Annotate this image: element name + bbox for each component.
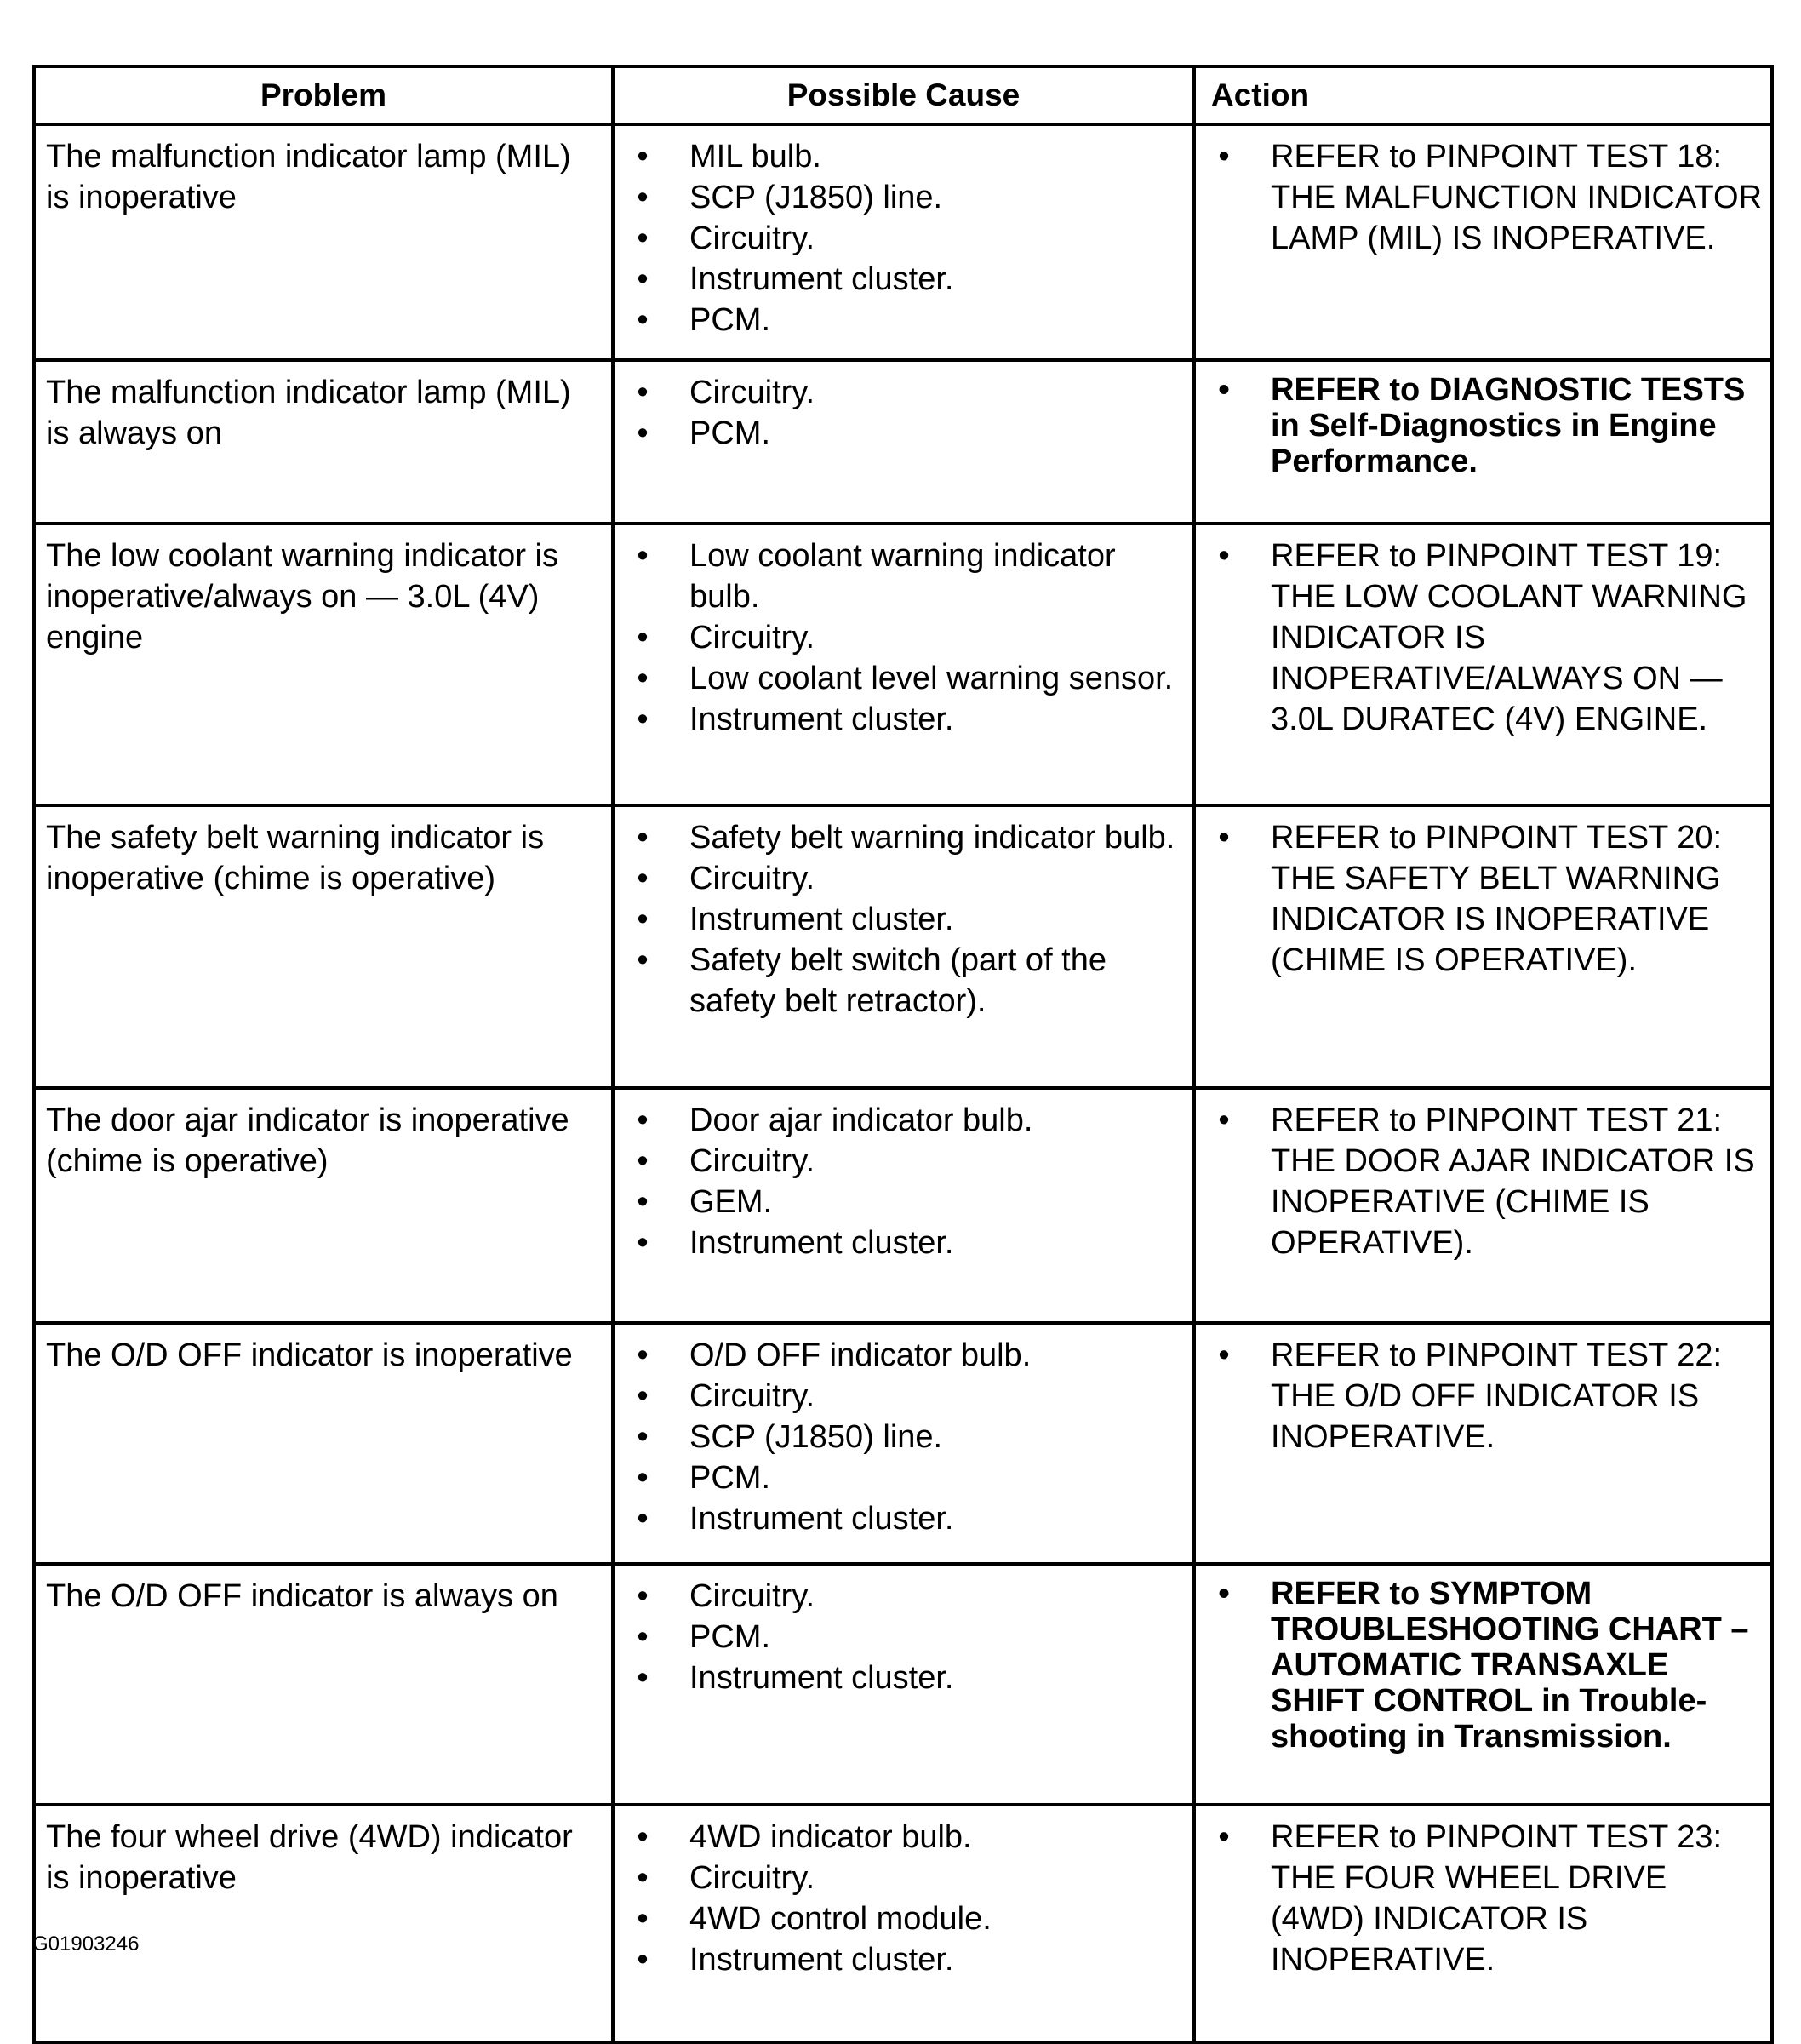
cause-item: • Circuitry. <box>615 1858 1186 1898</box>
problem-cell: The O/D OFF indicator is always on <box>34 1564 613 1805</box>
cause-item: • PCM. <box>615 300 1186 341</box>
bullet-icon: • <box>637 1942 649 1978</box>
action-cell <box>1194 524 1772 805</box>
bullet-icon: • <box>1218 1102 1230 1138</box>
header-action: Action <box>1194 66 1772 124</box>
cause-item: • Circuitry. <box>615 1376 1186 1417</box>
bullet-icon: • <box>637 1184 649 1220</box>
action-text: REFER to PINPOINT TEST 23: THE FOUR WHEEL DRIVE (4WD) INDICATOR IS INOPERATIVE. <box>1271 1819 1723 1978</box>
cause-item: • Low coolant warning indicator bulb. <box>615 535 1186 617</box>
cause-item: • 4WD control module. <box>615 1898 1186 1939</box>
bullet-icon: • <box>637 415 649 451</box>
cause-item: • Low coolant level warning sensor. <box>615 658 1186 699</box>
cause-item: • Safety belt warning indicator bulb. <box>615 817 1186 858</box>
cause-item: • Circuitry. <box>615 1141 1186 1182</box>
table-row <box>34 1564 1772 1805</box>
action-cell <box>1194 124 1772 360</box>
cause-cell <box>613 524 1194 805</box>
bullet-icon: • <box>637 820 649 856</box>
bullet-icon: • <box>637 661 649 696</box>
cause-item: • Instrument cluster. <box>615 1939 1186 1980</box>
problem-cell: The low coolant warning indicator is inoperative/always on — 3.0L (4V) engine <box>34 524 613 805</box>
cause-item: • Circuitry. <box>615 858 1186 899</box>
cause-item: • Circuitry. <box>615 617 1186 658</box>
figure-id: G01903246 <box>32 1932 140 1955</box>
action-cell <box>1194 1564 1772 1805</box>
bullet-icon: • <box>637 1143 649 1179</box>
cause-list <box>615 525 1192 747</box>
bullet-icon: • <box>1218 1819 1230 1855</box>
bullet-icon: • <box>637 1578 649 1614</box>
bullet-icon: • <box>1218 820 1230 856</box>
cause-cell <box>613 124 1194 360</box>
cause-list <box>615 807 1192 1028</box>
table-row <box>34 1088 1772 1323</box>
bullet-icon: • <box>637 180 649 215</box>
action-text: REFER to DIAGNOSTIC TESTS in Self-Diagnostics in Engine Performance. <box>1271 372 1746 479</box>
bullet-icon: • <box>637 1860 649 1896</box>
header-row <box>34 66 1772 124</box>
problem-cell: The door ajar indicator is inoperative (chime is operative) <box>34 1088 613 1323</box>
action-cell <box>1194 360 1772 524</box>
bullet-icon: • <box>637 220 649 256</box>
problem-cell: The four wheel drive (4WD) indicator is inoperative <box>34 1805 613 2042</box>
cause-cell <box>613 1564 1194 1805</box>
bullet-icon: • <box>637 1901 649 1937</box>
bullet-icon: • <box>1218 372 1230 408</box>
bullet-icon: • <box>1218 538 1230 574</box>
bullet-icon: • <box>1218 139 1230 175</box>
action-text: REFER to PINPOINT TEST 19: THE LOW COOLANT WARNING INDICATOR IS INOPERATIVE/ALWAYS ON — 3.0L DURATEC (4V) ENGINE. <box>1271 538 1747 737</box>
table-row <box>34 1805 1772 2042</box>
bullet-icon: • <box>637 620 649 656</box>
bullet-icon: • <box>637 1619 649 1655</box>
bullet-icon: • <box>637 1460 649 1496</box>
cause-item: • SCP (J1850) line. <box>615 177 1186 218</box>
cause-list <box>615 1566 1192 1705</box>
bullet-icon: • <box>637 1501 649 1537</box>
cause-list <box>615 1090 1192 1270</box>
table-row <box>34 524 1772 805</box>
problem-cell: The O/D OFF indicator is inoperative <box>34 1323 613 1564</box>
cause-item: • Circuitry. <box>615 218 1186 259</box>
action-cell <box>1194 1805 1772 2042</box>
cause-cell <box>613 1323 1194 1564</box>
action-text: REFER to PINPOINT TEST 18: THE MALFUNCTION INDICATOR LAMP (MIL) IS INOPERATIVE. <box>1271 139 1763 256</box>
symptom-chart-table <box>32 65 1774 2044</box>
cause-list <box>615 126 1192 347</box>
table-row <box>34 360 1772 524</box>
bullet-icon: • <box>637 302 649 338</box>
action-cell <box>1194 1323 1772 1564</box>
cause-cell <box>613 805 1194 1088</box>
cause-item: • O/D OFF indicator bulb. <box>615 1335 1186 1376</box>
problem-cell: The safety belt warning indicator is inoperative (chime is operative) <box>34 805 613 1088</box>
cause-item: • Safety belt switch (part of the safety belt retractor). <box>615 940 1186 1022</box>
bullet-icon: • <box>637 1102 649 1138</box>
cause-item: • Instrument cluster. <box>615 1658 1186 1698</box>
action-cell <box>1194 1088 1772 1323</box>
bullet-icon: • <box>637 261 649 297</box>
cause-list <box>615 1806 1192 1987</box>
cause-item: • PCM. <box>615 1457 1186 1498</box>
cause-item: • MIL bulb. <box>615 136 1186 177</box>
bullet-icon: • <box>637 701 649 737</box>
cause-item: • Circuitry. <box>615 1576 1186 1617</box>
table-row <box>34 805 1772 1088</box>
bullet-icon: • <box>1218 1576 1230 1612</box>
header-possible-cause: Possible Cause <box>613 66 1194 124</box>
bullet-icon: • <box>637 902 649 937</box>
cause-item: • SCP (J1850) line. <box>615 1417 1186 1457</box>
bullet-icon: • <box>637 1419 649 1455</box>
cause-item: • Door ajar indicator bulb. <box>615 1100 1186 1141</box>
bullet-icon: • <box>637 538 649 574</box>
header-problem: Problem <box>34 66 613 124</box>
bullet-icon: • <box>637 375 649 410</box>
action-text: REFER to PINPOINT TEST 22: THE O/D OFF INDICATOR IS INOPERATIVE. <box>1271 1337 1723 1455</box>
bullet-icon: • <box>637 942 649 978</box>
cause-item: • PCM. <box>615 1617 1186 1658</box>
bullet-icon: • <box>637 1819 649 1855</box>
cause-cell <box>613 1805 1194 2042</box>
bullet-icon: • <box>637 139 649 175</box>
cause-list <box>615 362 1192 461</box>
cause-cell <box>613 1088 1194 1323</box>
cause-list <box>615 1325 1192 1546</box>
action-text: REFER to PINPOINT TEST 21: THE DOOR AJAR INDICATOR IS INOPERATIVE (CHIME IS OPERATIVE). <box>1271 1102 1755 1261</box>
bullet-icon: • <box>637 1378 649 1414</box>
problem-cell: The malfunction indicator lamp (MIL) is inoperative <box>34 124 613 360</box>
cause-item: • Instrument cluster. <box>615 899 1186 940</box>
bullet-icon: • <box>1218 1337 1230 1373</box>
cause-item: • Instrument cluster. <box>615 1498 1186 1539</box>
cause-item: • Circuitry. <box>615 372 1186 413</box>
cause-item: • Instrument cluster. <box>615 259 1186 300</box>
cause-cell <box>613 360 1194 524</box>
action-cell <box>1194 805 1772 1088</box>
action-text: REFER to PINPOINT TEST 20: THE SAFETY BELT WARNING INDICATOR IS INOPERATIVE (CHIME IS OPERATIVE). <box>1271 820 1723 978</box>
bullet-icon: • <box>637 1337 649 1373</box>
bullet-icon: • <box>637 861 649 896</box>
cause-item: • Instrument cluster. <box>615 1222 1186 1263</box>
cause-item: • 4WD indicator bulb. <box>615 1817 1186 1858</box>
action-text: REFER to SYMPTOM TROUBLESHOOTING CHART – AUTOMATIC TRANSAXLE SHIFT CONTROL in Trouble-shooting in Transmission. <box>1271 1576 1749 1755</box>
bullet-icon: • <box>637 1225 649 1261</box>
problem-cell: The malfunction indicator lamp (MIL) is always on <box>34 360 613 524</box>
table-row <box>34 1323 1772 1564</box>
cause-item: • GEM. <box>615 1182 1186 1222</box>
cause-item: • PCM. <box>615 413 1186 454</box>
bullet-icon: • <box>637 1660 649 1696</box>
table-row <box>34 124 1772 360</box>
cause-item: • Instrument cluster. <box>615 699 1186 740</box>
